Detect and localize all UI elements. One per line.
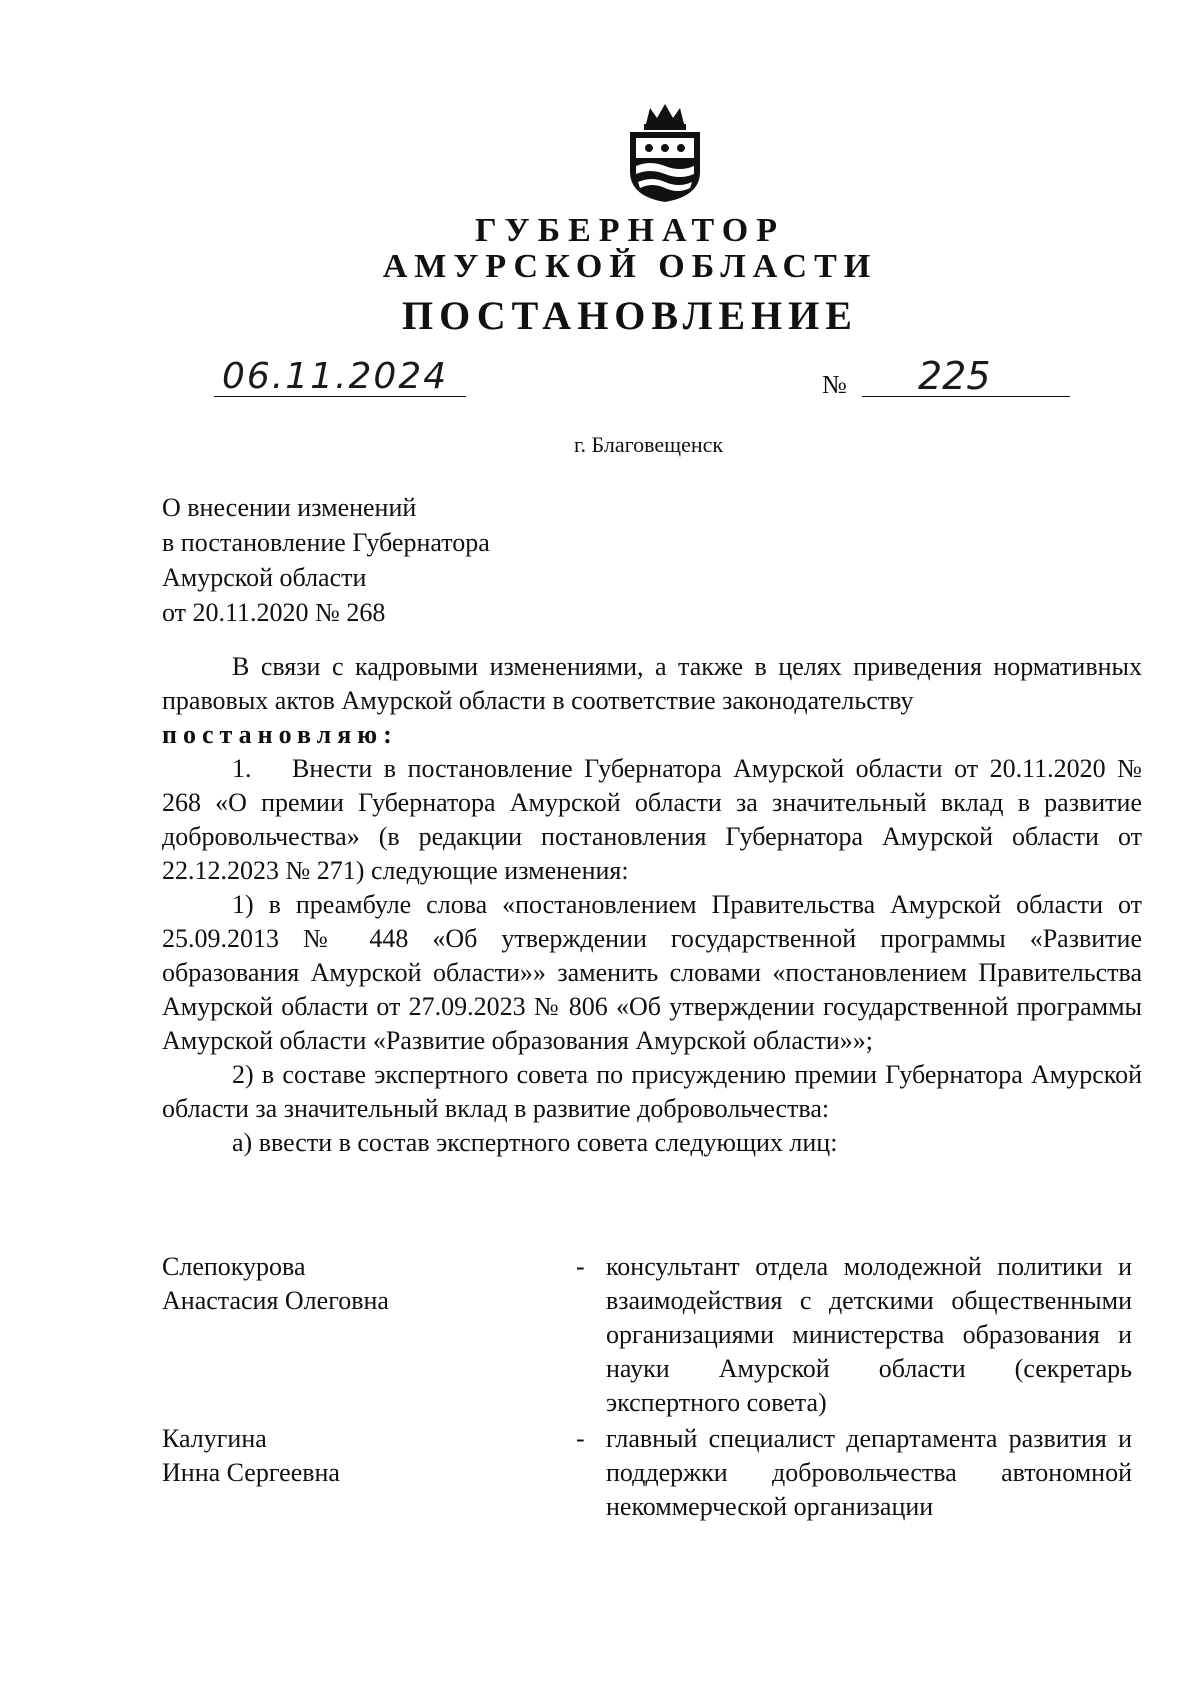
subject-line: от 20.11.2020 № 268 [162,598,386,627]
member-row [162,1250,1142,1420]
member-surname: Калугина [162,1424,267,1453]
member-dash: - [576,1424,585,1453]
handwritten-number: 225 [918,354,991,398]
date-underline [214,396,466,397]
member-row [162,1422,1142,1524]
decree-word: постановляю: [162,720,398,749]
number-underline [862,396,1070,397]
subitem-1-paragraph: 1) в преамбуле слова «постановлением Правительства Амурской области от 25.09.2013 № 448 «Об утверждении государственной программы «Развитие образования Амурской области»» заменить словами «постановлением Правительства Амурской области от 27.09.2023 № 806 «Об утверждении государственной программы Амурской области «Развитие образования Амурской области»»; [162,890,1142,1055]
coat-of-arms-icon [624,102,706,204]
member-surname: Слепокурова [162,1252,306,1281]
document-subject [162,490,490,630]
document-type: ПОСТАНОВЛЕНИЕ [402,293,858,338]
council-members-list [162,1250,1142,1524]
member-position [576,1422,1132,1524]
handwritten-date: 06.11.2024 [222,356,449,397]
member-name [162,1250,562,1420]
document-body [162,650,1142,1160]
preamble-paragraph: В связи с кадровыми изменениями, а также в целях приведения нормативных правовых актов Амурской области в соответствие законодательству [162,652,1142,715]
subitem-2a-paragraph: а) ввести в состав экспертного совета следующих лиц: [232,1128,838,1157]
subject-line: О внесении изменений [162,493,417,522]
issuer-title: ГУБЕРНАТОР [475,212,785,249]
member-dash: - [576,1252,585,1281]
subitem-2-paragraph: 2) в составе экспертного совета по присуждению премии Губернатора Амурской области за значительный вклад в развитие добровольчества: [162,1060,1142,1123]
item-1-text: Внести в постановление Губернатора Амурской области от 20.11.2020 № 268 «О премии Губернатора Амурской области за значительный вклад в развитие добровольчества» (в редакции постановления Губернатора Амурской области от 22.12.2023 № 271) следующие изменения: [162,754,1142,885]
item-1-paragraph [162,752,1142,888]
member-position-text: главный специалист департамента развития и поддержки добровольчества автономной некоммерческой организации [606,1424,1132,1521]
member-given-name: Анастасия Олеговна [162,1286,389,1315]
subject-line: в постановление Губернатора [162,528,490,557]
city-name: г. Благовещенск [574,432,724,457]
coat-of-arms-emblem [624,102,706,204]
member-position [576,1250,1132,1420]
member-position-text: консультант отдела молодежной политики и взаимодействия с детскими общественными организациями министерства образования и науки Амурской области (секретарь экспертного совета) [606,1252,1132,1417]
item-number: 1. [232,754,252,783]
issuer-region: АМУРСКОЙ ОБЛАСТИ [382,248,878,285]
member-given-name: Инна Сергеевна [162,1458,340,1487]
number-sign: № [822,370,847,399]
subject-line: Амурской области [162,563,367,592]
member-name [162,1422,562,1524]
